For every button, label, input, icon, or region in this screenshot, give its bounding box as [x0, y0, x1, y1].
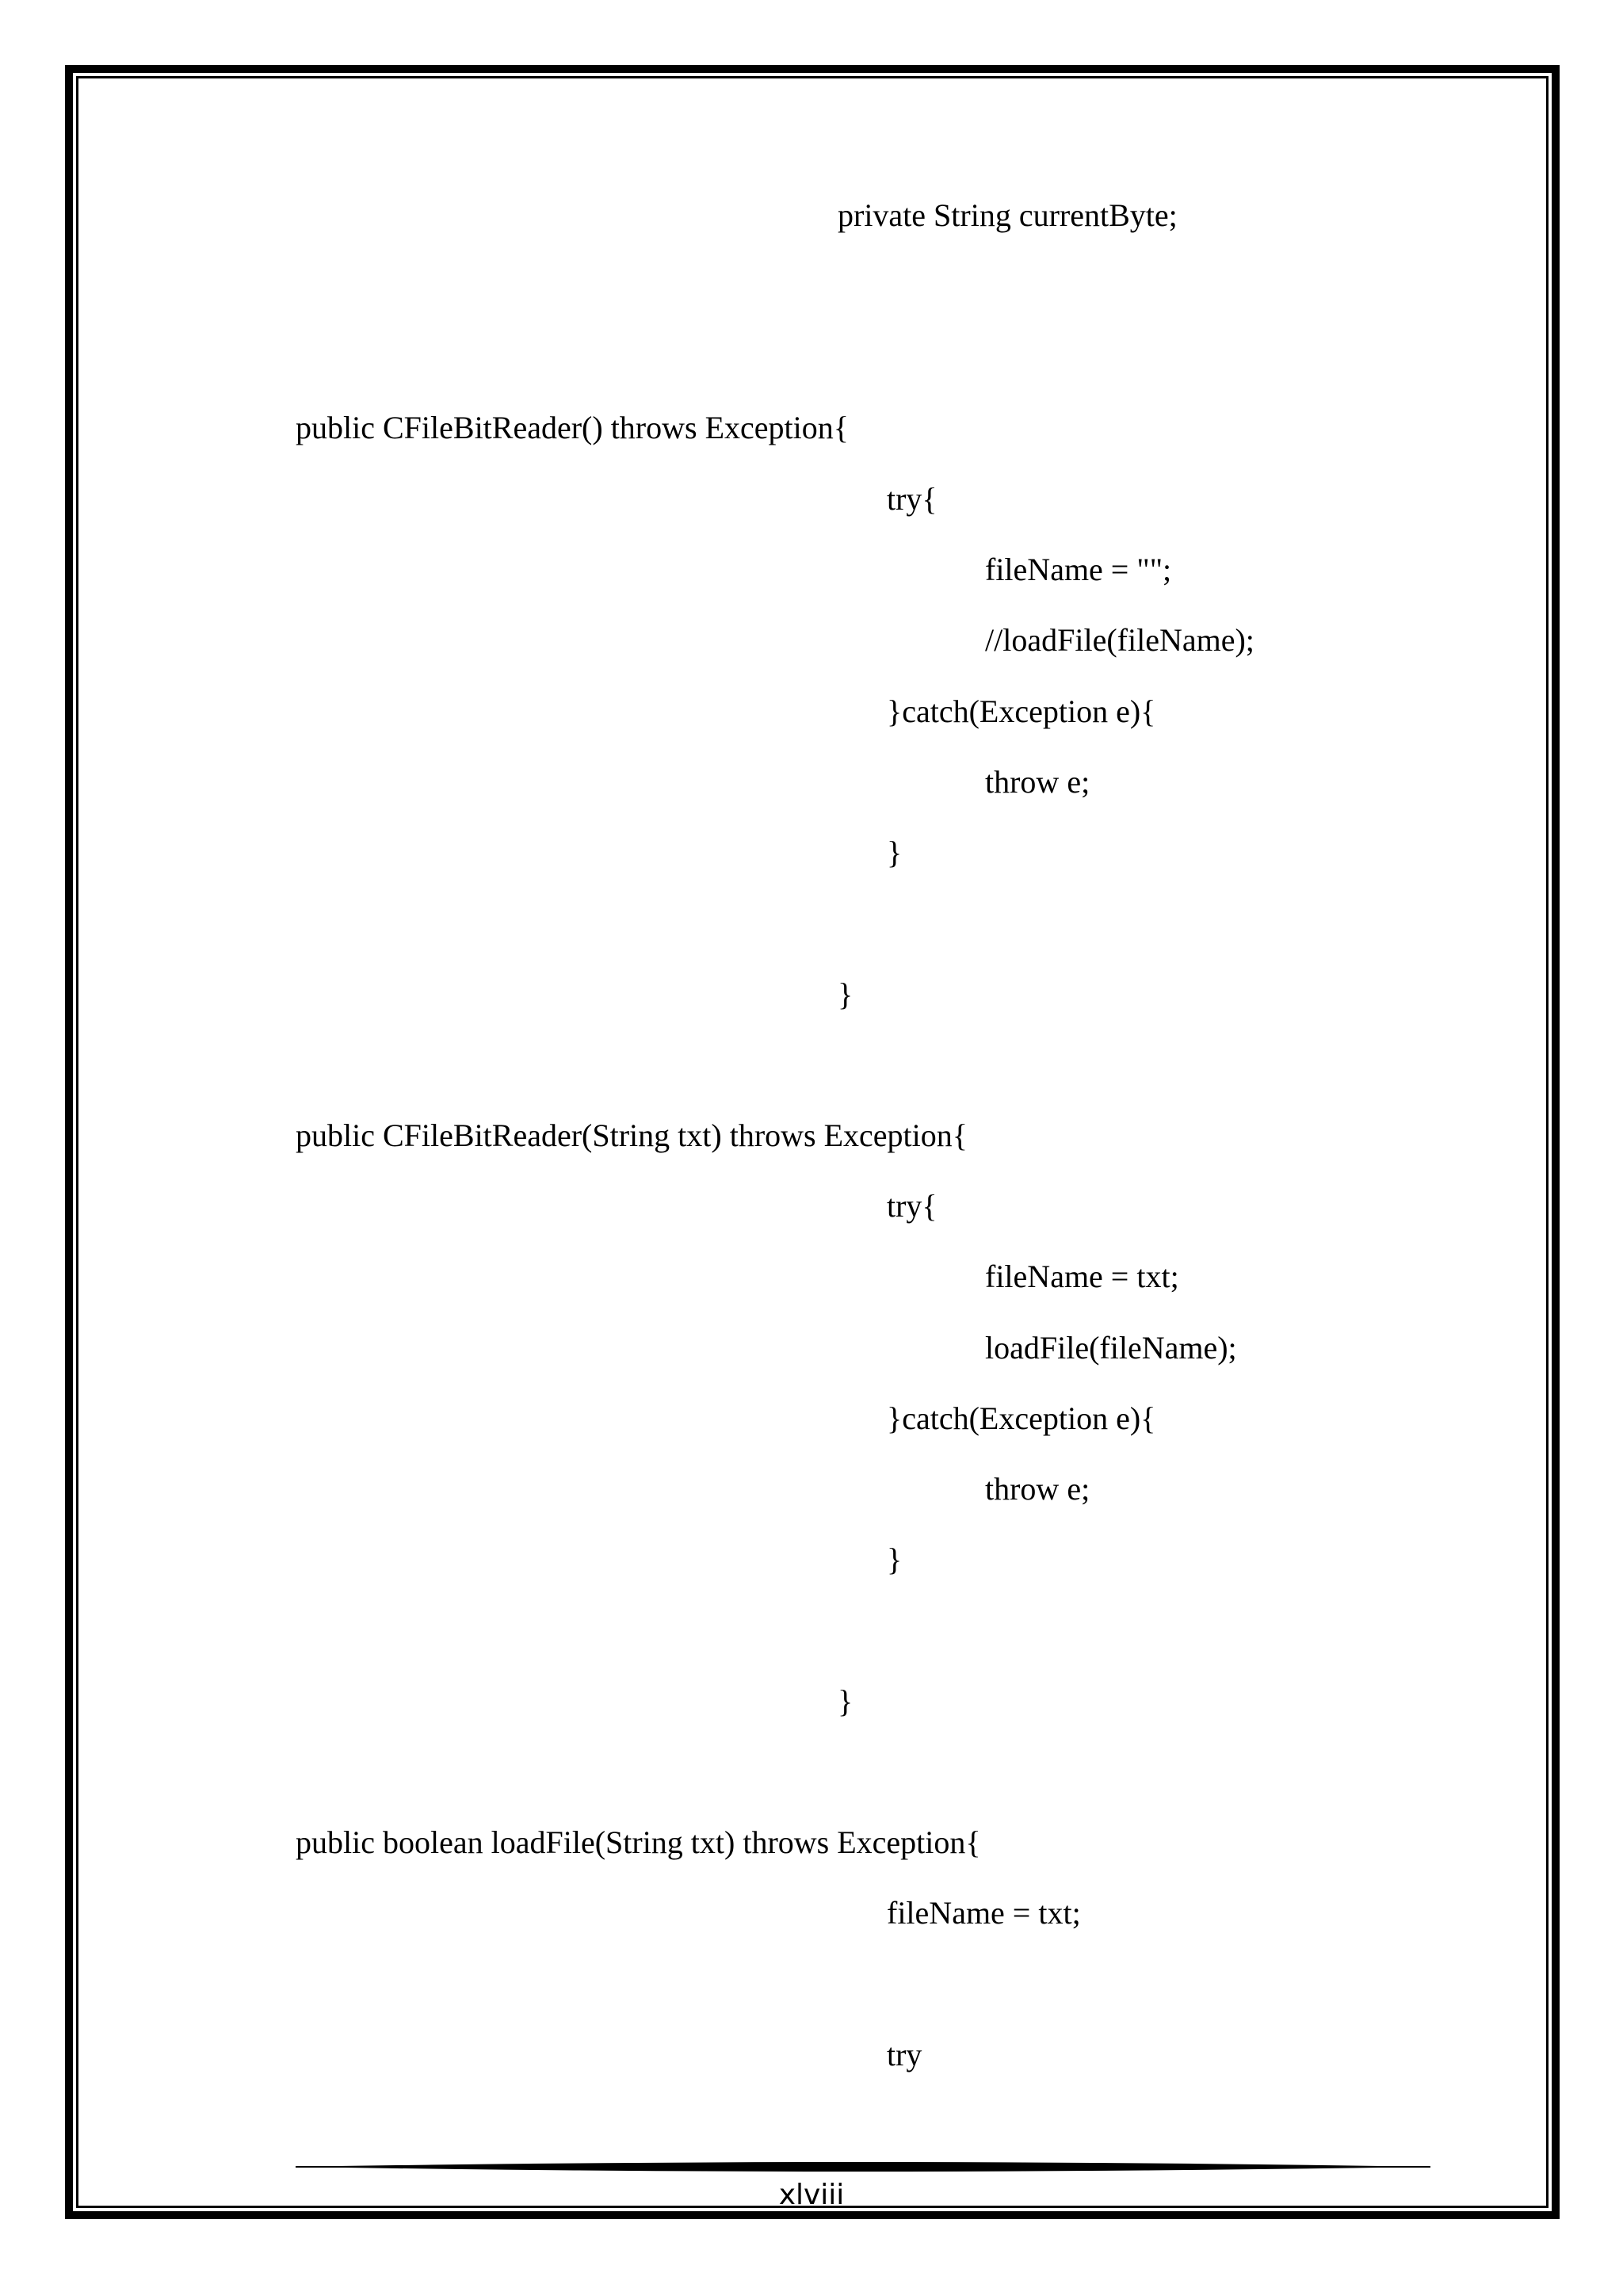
code-line: } [887, 835, 903, 870]
code-line: try{ [887, 481, 938, 517]
code-line: try [887, 2037, 922, 2073]
code-line: fileName = txt; [985, 1259, 1179, 1294]
code-line: private String currentByte; [838, 197, 1178, 233]
code-line: fileName = ""; [985, 552, 1172, 587]
code-line: }catch(Exception e){ [887, 1400, 1156, 1436]
code-line: //loadFile(fileName); [985, 622, 1254, 658]
code-line: public CFileBitReader() throws Exception{ [296, 410, 849, 445]
code-line: public boolean loadFile(String txt) throws Exception{ [296, 1824, 981, 1860]
code-line: public CFileBitReader(String txt) throws Exception{ [296, 1117, 968, 1153]
page-number: xlviii [778, 2179, 845, 2211]
code-line: throw e; [985, 764, 1090, 800]
code-line: }catch(Exception e){ [887, 693, 1156, 729]
footer-divider [296, 2159, 1430, 2175]
code-line: fileName = txt; [887, 1895, 1081, 1931]
code-line: throw e; [985, 1471, 1090, 1507]
code-line: loadFile(fileName); [985, 1330, 1237, 1366]
code-line: try{ [887, 1188, 938, 1224]
code-line: } [838, 1683, 854, 1719]
code-line: } [887, 1541, 903, 1577]
code-line: } [838, 976, 854, 1012]
